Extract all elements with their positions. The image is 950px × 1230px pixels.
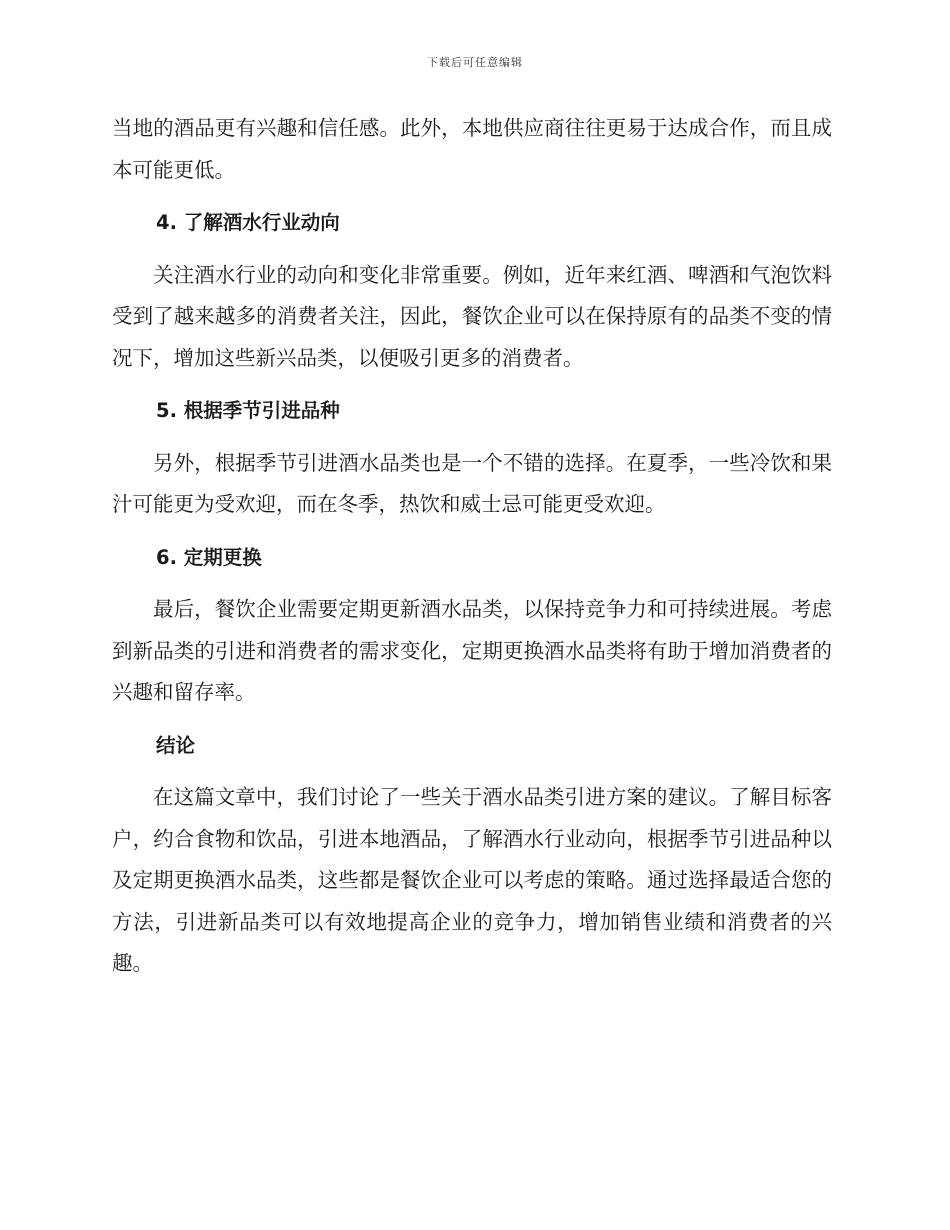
paragraph-periodic-change: 最后，餐饮企业需要定期更新酒水品类，以保持竞争力和可持续进展。考虑到新品类的引进和消费者的需求变化，定期更换酒水品类将有助于增加消费者的兴趣和留存率。: [112, 597, 832, 704]
document-body: [112, 108, 832, 985]
paragraph-seasonal: 另外，根据季节引进酒水品类也是一个不错的选择。在夏季，一些冷饮和果汁可能更为受欢迎，而在冬季，热饮和威士忌可能更受欢迎。: [112, 450, 832, 516]
paragraph-industry-trends: 关注酒水行业的动向和变化非常重要。例如，近年来红酒、啤酒和气泡饮料受到了越来越多的消费者关注，因此，餐饮企业可以在保持原有的品类不变的情况下，增加这些新兴品类，以便吸引更多的消费者。: [112, 262, 832, 370]
page-header: 下载后可任意编辑: [427, 56, 523, 69]
heading-industry-trends: 4. 了解酒水行业动向: [156, 211, 340, 234]
heading-periodic-change: 6. 定期更换: [156, 545, 262, 569]
heading-conclusion: 结论: [156, 733, 196, 757]
heading-seasonal: 5. 根据季节引进品种: [156, 399, 340, 422]
paragraph-conclusion: 在这篇文章中，我们讨论了一些关于酒水品类引进方案的建议。了解目标客户，约合食物和饮品，引进本地酒品，了解酒水行业动向，根据季节引进品种以及定期更换酒水品类，这些都是餐饮企业可以考虑的策略。通过选择最适合您的方法，引进新品类可以有效地提高企业的竞争力，增加销售业绩和消费者的兴趣。: [112, 785, 832, 975]
paragraph-continued: 当地的酒品更有兴趣和信任感。此外，本地供应商往往更易于达成合作，而且成本可能更低。: [112, 116, 832, 182]
